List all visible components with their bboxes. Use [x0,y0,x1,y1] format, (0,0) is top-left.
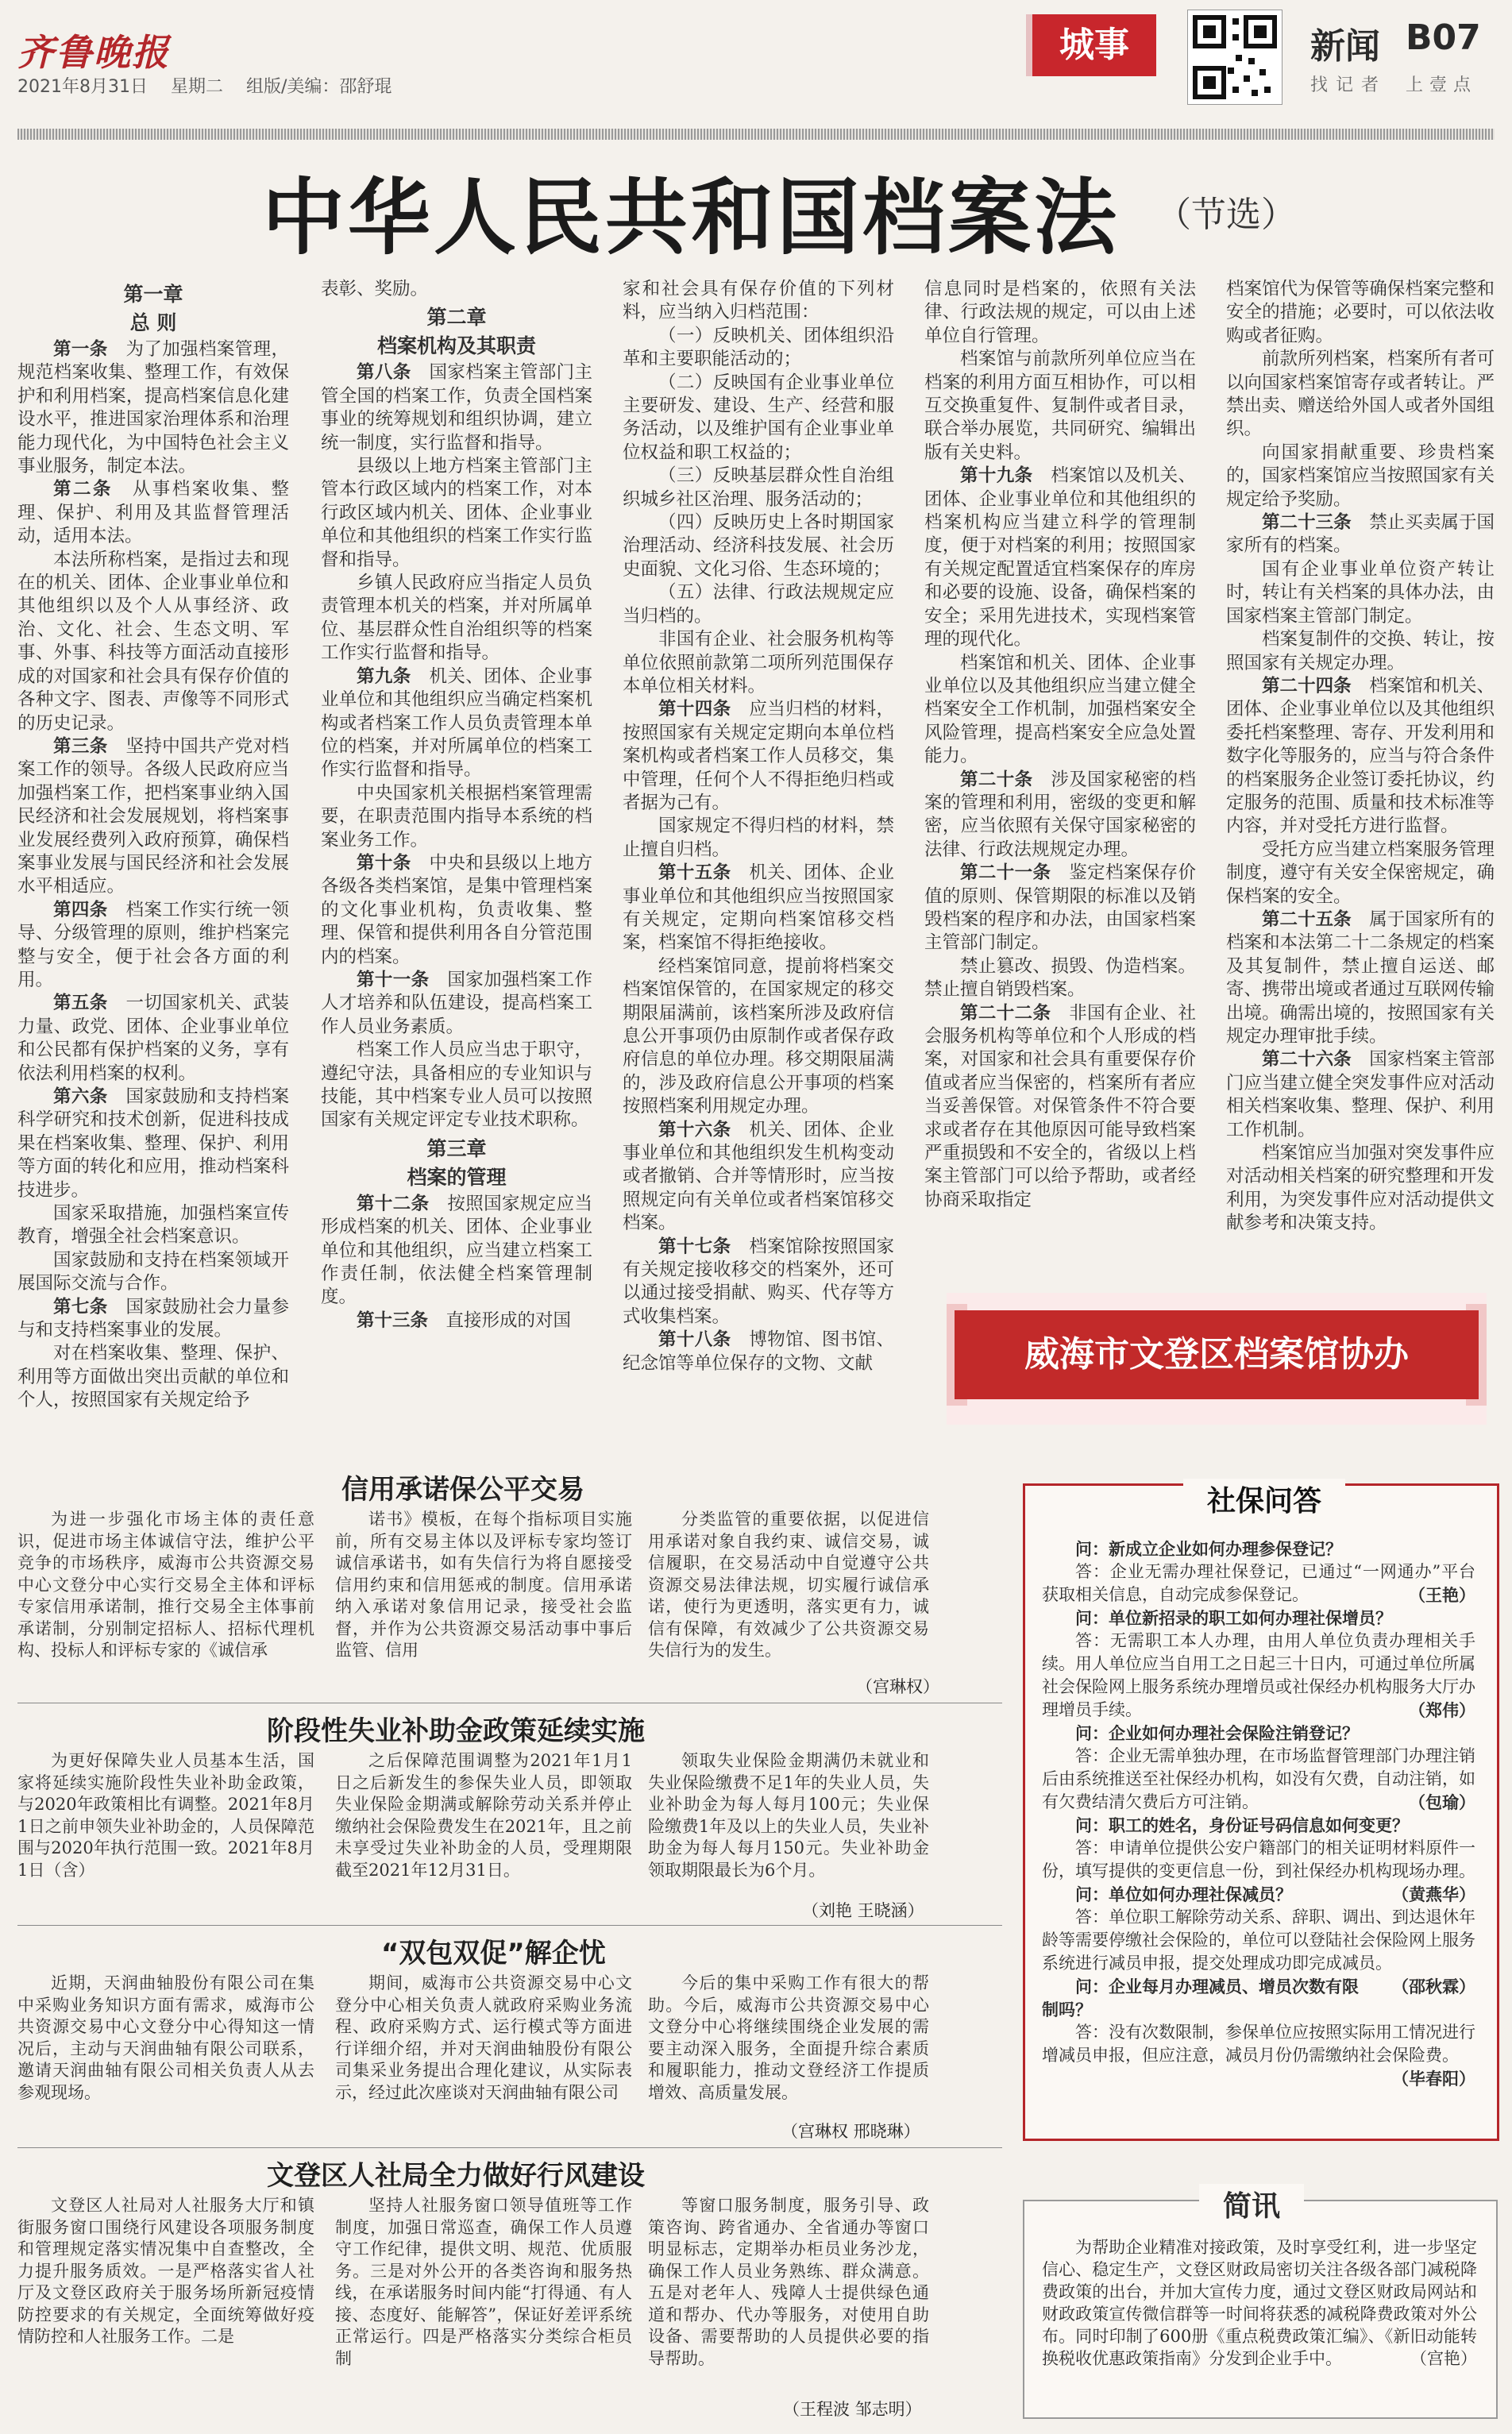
sponsor-banner [947,1293,1487,1425]
article-text: 档案馆和机关、团体、企业事业单位以及其他组织应当建立健全档案安全工作机制，加强档案安全风险管理，提高档案安全应急处置能力。 [924,652,1196,767]
article-text: 档案复制件的交换、转让，按照国家有关规定办理。 [1226,629,1495,673]
qa-answer [1042,1560,1475,1607]
qa-answer [1042,1745,1475,1814]
article-text: 禁止买卖属于国家所有的档案。 [1226,512,1495,557]
law-paragraph [924,1002,1196,1213]
article-column [648,1750,929,1881]
law-paragraph [623,325,894,372]
law-paragraph [1226,1142,1495,1236]
law-paragraph [623,465,894,511]
article-paragraph: 领取失业保险金期满仍未就业和失业保险缴费不足1年的失业人员，失业补助金为每人每月100元；失业保险缴费1年及以上的失业人员，失业补助金为每人每月150元。失业补助金领取期限最长为6个月。 [648,1751,929,1880]
article-paragraph: 等窗口服务制度，服务引导、政策咨询、跨省通办、全省通办等窗口明显标志，定期举办柜员业务沙龙，确保工作人员业务熟练、群众满意。五是对老年人、残障人士提供绿色通道和帮办、代办等服务，对使用自助设备、需要帮助的人员提供必要的指导帮助。 [648,2196,929,2368]
page-number: B07 [1406,17,1481,58]
law-paragraph [321,1310,592,1333]
article-headline: “双包双促”解企忧 [381,1938,606,1969]
chapter-heading: 总 则 [129,311,177,334]
law-paragraph [623,698,894,815]
law-paragraph [623,1119,894,1236]
chapter-heading: 第二章 [426,306,487,330]
law-paragraph [623,511,894,581]
law-column-2 [321,278,592,1333]
qa-question: 问：新成立企业如何办理参保登记？ [1075,1539,1342,1559]
article-text: 国家鼓励和支持档案科学研究和技术创新，促进科技成果在档案收集、整理、保护、利用等方面的转化和应用，推动档案科技进步。 [17,1086,289,1201]
article-text: 经档案馆同意，提前将档案交档案馆保管的，在国家规定的移交期限届满前，该档案所涉及政府信息公开事项仍由原制作或者保存政府信息的单位办理。移交期限届满的，涉及政府信息公开事项的档案按照档案利用规定办理。 [623,955,894,1117]
article-paragraph: 文登区人社局对人社服务大厅和镇街服务窗口围绕行风建设各项服务制度和管理规定落实情况集中自查整改，全力提升服务质效。一是严格落实省人社厅及文登区政府关于服务场所新冠疫情防控要求的有关规定，全面统筹做好疫情防控和人社服务工作。二是 [17,2196,314,2346]
qa-author: （邵秋霖） [1392,1977,1475,1996]
article-text: 按照国家规定应当形成档案的机关、团体、企业事业单位和其他组织，应当建立档案工作责任制，依法健全档案管理制度。 [321,1193,592,1308]
article-number: 第六条 [53,1086,108,1107]
article-paragraph: 今后的集中采购工作有很大的帮助。今后，威海市公共资源交易中心文登分中心将继续围绕企业发展的需要主动深入服务，全面提升综合素质和履职能力，推动文登经济工作提质增效、高质量发展。 [648,1973,929,2102]
qa-answer [1042,2021,1475,2089]
article-number: 第二十四条 [1262,675,1352,696]
qa-author: （黄燕华） [1392,1884,1475,1904]
article-number: 第十九条 [960,465,1033,487]
article-text: 档案馆应当加强对突发事件应对活动相关档案的研究整理和开发利用，为突发事件应对活动提供文献参考和决策支持。 [1226,1143,1495,1234]
law-paragraph [1226,511,1495,558]
law-paragraph [623,1329,894,1375]
article-number: 第五条 [53,993,108,1014]
article-number: 第九条 [357,665,411,687]
article-column [17,1509,314,1662]
article-text: 属于国家所有的档案和本法第二十二条规定的档案及其复制件，禁止擅自运送、邮寄、携带出境或者通过互联网传输出境。确需出境的，按照国家有关规定办理审批手续。 [1226,908,1495,1047]
section-subtitle-2: 上壹点 [1406,75,1478,95]
qa-answer [1042,1630,1475,1722]
chapter-heading: 档案的管理 [407,1165,507,1189]
chapter-heading: 档案机构及其职责 [376,334,536,358]
qa-question: 问：单位如何办理社保减员？ [1075,1884,1292,1904]
article-text: 涉及国家秘密的档案的管理和利用，密级的变更和解密，应当依照有关保守国家秘密的法律、行政法规规定办理。 [924,769,1196,860]
article-text: 中央和县级以上地方各级各类档案馆，是集中管理档案的文化事业机构，负责收集、整理、保管和提供利用各自分管范围内的档案。 [321,852,592,967]
article-number: 第二十二条 [960,1002,1051,1024]
article-text: 档案馆除按照国家有关规定接收移交的档案外，还可以通过接受捐献、购买、代存等方式收集档案。 [623,1236,894,1327]
article-text: 国家采取措施，加强档案宣传教育，增强全社会档案意识。 [17,1203,289,1248]
law-paragraph [321,572,592,665]
article-column [17,2195,314,2348]
law-paragraph [1226,558,1495,628]
article-column [335,1973,632,2104]
headline-note: （节选） [1156,195,1296,235]
article-number: 第二十三条 [1262,512,1352,534]
article-number: 第七条 [53,1296,108,1317]
law-paragraph [623,278,894,325]
article-column [648,2195,929,2370]
article-text: （二）反映国有企业事业单位主要研发、建设、生产、经营和服务活动，以及维护国有企业事业单位权益和职工权益的； [623,372,894,463]
law-paragraph [924,278,1196,348]
article-text: 中央国家机关根据档案管理需要，在职责范围内指导本系统的档案业务工作。 [321,782,592,851]
article-number: 第十六条 [658,1119,731,1140]
article-rule [17,1925,1002,1926]
chapter-heading: 第三章 [426,1136,487,1160]
law-paragraph [17,338,289,478]
qa-title: 社保问答 [1183,1479,1345,1519]
article-text: 国家档案主管部门主管全国的档案工作，负责全国档案事业的统筹规划和组织协调，建立统一制度，实行监督和指导。 [321,362,592,453]
law-paragraph [924,348,1196,465]
article-text: 信息同时是档案的，依照有关法律、行政法规的规定，可以由上述单位自行管理。 [924,279,1196,346]
law-paragraph [17,1296,289,1343]
article-text: 直接形成的对国 [446,1310,572,1331]
article-paragraph: 坚持人社服务窗口领导值班等工作制度，加强日常巡查，确保工作人员遵守工作纪律，提供文明、规范、优质服务。三是对外公开的各类咨询和服务热线，在承诺服务时间内能“打得通、有人接、态度好、能解答”，保证好差评系统正常运行。四是严格落实分类综合柜员制 [335,2196,632,2368]
page-headline: 中华人民共和国档案法 [262,169,1120,266]
article-text: 档案工作实行统一领导、分级管理的原则，维护档案完整与安全，便于社会各方面的利用。 [17,899,289,990]
chapter-heading: 第一章 [123,283,183,306]
law-paragraph [623,862,894,955]
article-text: 前款所列档案，档案所有者可以向国家档案馆寄存或者转让。严禁出卖、赠送给外国人或者外国组织。 [1226,349,1495,440]
law-paragraph [321,665,592,782]
law-paragraph [1226,628,1495,675]
article-text: 机关、团体、企业事业单位和其他组织应当确定档案机构或者档案工作人员负责管理本单位的档案，并对所属单位的档案工作实行监督和指导。 [321,665,592,781]
qa-question: 问：单位新招录的职工如何办理社保增员？ [1075,1608,1392,1628]
article-text: 本法所称档案，是指过去和现在的机关、团体、企业事业单位和其他组织以及个人从事经济、政治、文化、社会、生态文明、军事、外事、科技等方面活动直接形成的对国家和社会具有保存价值的各种文字、图表、声像等不同形式的历史记录。 [17,549,289,734]
law-paragraph [17,992,289,1086]
article-paragraph: 为更好保障失业人员基本生活，国家将延续实施阶段性失业补助金政策，与2020年政策相比有调整。2021年8月1日之前申领失业补助金的，人员保障范围与2020年执行范围一致。2021年8月1日（含） [17,1751,314,1880]
article-text: 禁止篡改、损毁、伪造档案。禁止擅自销毁档案。 [924,955,1196,1001]
article-number: 第四条 [53,899,108,920]
law-paragraph [17,735,289,899]
article-text: 档案馆以及机关、团体、企业事业单位和其他组织的档案机构应当建立科学的管理制度，便于对档案的利用；按照国家有关规定配置适宜档案保存的库房和必要的设施、设备，确保档案的安全；采用先进技术，实现档案管理的现代化。 [924,465,1196,650]
article-number: 第二十一条 [960,862,1051,884]
article-text: 受托方应当建立档案服务管理制度，遵守有关安全保密规定，确保档案的安全。 [1226,839,1495,907]
qa-question: 问：企业如何办理社会保险注销登记？ [1075,1723,1359,1743]
article-text: 向国家捐献重要、珍贵档案的，国家档案馆应当按照国家有关规定给予奖励。 [1226,442,1495,510]
article-number: 第一条 [53,339,108,360]
article-text: 国有企业事业单位资产转让时，转让有关档案的具体办法，由国家档案主管部门制定。 [1226,558,1495,627]
section-subtitle: 找记者 [1310,75,1387,95]
article-paragraph: 之后保障范围调整为2021年1月1日之后新发生的参保失业人员，即领取失业保险金期满或解除劳动关系并停止缴纳社会保险费发生在2021年，且之前未享受过失业补助金的人员，受理期限截至2021年12月31日。 [335,1751,632,1880]
dateline [17,73,409,98]
section-tag: 城事 [1032,14,1156,76]
law-paragraph [924,652,1196,769]
article-text: 应当归档的材料，按照国家有关规定定期向本单位档案机构或者档案工作人员移交，集中管理，任何个人不得拒绝归档或者据为己有。 [623,699,894,813]
qa-list [1042,1537,1475,2090]
article-text: 非国有企业、社会服务机构等单位和个人形成的档案，对国家和社会具有重要保存价值或者应当保密的，档案所有者应当妥善保管。对保管条件不符合要求或者存在其他原因可能导致档案严重损毁和不安全的，省级以上档案主管部门可以给予帮助，或者经协商采取指定 [924,1002,1196,1210]
law-paragraph [1226,442,1495,511]
sponsor-banner-text: 威海市文登区档案馆协办 [955,1310,1479,1399]
article-number: 第二十六条 [1262,1049,1352,1070]
article-number: 第十四条 [658,699,731,720]
law-paragraph [321,1039,592,1132]
article-number: 第二十条 [960,769,1033,790]
article-text: 从事档案收集、整理、保护、利用及其监督管理活动，适用本法。 [17,479,289,547]
law-paragraph [1226,348,1495,442]
article-text: 档案馆代为保管等确保档案完整和安全的措施；必要时，可以依法收购或者征购。 [1226,279,1495,346]
law-paragraph [924,955,1196,1002]
qa-author: （包瑜） [1409,1792,1475,1812]
article-text: （三）反映基层群众性自治组织城乡社区治理、服务活动的； [623,465,894,510]
article-column [335,2195,632,2370]
article-number: 第八条 [357,362,411,384]
law-paragraph [17,478,289,548]
article-byline: （王程波 邹志明） [783,2400,922,2419]
article-text: （五）法律、行政法规规定应当归档的。 [623,582,894,627]
article-text: 国家鼓励和支持在档案领域开展国际交流与合作。 [17,1249,289,1294]
article-text: 乡镇人民政府应当指定人员负责管理本机关的档案，并对所属单位、基层群众性自治组织等的档案工作实行监督和指导。 [321,573,592,664]
article-number: 第十条 [357,852,411,874]
article-text: 机关、团体、企业事业单位和其他组织应当按照国家有关规定，定期向档案馆移交档案，档案馆不得拒绝接收。 [623,862,894,954]
article-text: 对在档案收集、整理、保护、利用等方面做出突出贡献的单位和个人，按照国家有关规定给予 [17,1343,289,1411]
qa-answer-text: 答：没有次数限制，参保单位应按照实际用工情况进行增减员申报，但应注意，减员月份仍需缴纳社会保险费。 [1042,2023,1475,2065]
article-text: 国家规定不得归档的材料，禁止擅自归档。 [623,816,894,860]
article-number: 第十一条 [357,969,430,990]
article-text: 鉴定档案保存价值的原则、保管期限的标准以及销毁档案的程序和办法，由国家档案主管部门制定。 [924,862,1196,954]
article-text: 坚持中国共产党对档案工作的领导。各级人民政府应当加强档案工作，把档案事业纳入国民经济和社会发展规划，将档案事业发展经费列入政府预算，确保档案事业发展与国民经济和社会发展水平相适应。 [17,735,289,897]
brief-content [1042,2236,1477,2370]
law-paragraph [17,549,289,735]
section-name: 新闻 [1310,26,1380,67]
article-text: 家和社会具有保存价值的下列材料，应当纳入归档范围： [623,279,894,323]
law-paragraph [321,1193,592,1310]
article-text: （四）反映历史上各时期国家治理活动、经济科技发展、社会历史面貌、文化习俗、生态环境的； [623,512,894,580]
law-paragraph [623,815,894,862]
law-column-3 [623,278,894,1375]
article-paragraph: 近期，天润曲轴股份有限公司在集中采购业务知识方面有需求，威海市公共资源交易中心文登分中心得知这一情况后，主动与天润曲轴有限公司联系，邀请天润曲轴有限公司相关负责人从去参观现场。 [17,1973,314,2102]
masthead-divider [17,129,1495,140]
article-text: 一切国家机关、武装力量、政党、团体、企业事业单位和公民都有保护档案的义务，享有依法利用档案的权利。 [17,993,289,1084]
article-text: 博物馆、图书馆、纪念馆等单位保存的文物、文献 [623,1329,894,1374]
article-column [17,1750,314,1881]
law-paragraph [17,1342,289,1412]
article-paragraph: 分类监管的重要依据，以促进信用承诺对象自我约束、诚信交易，诚信履职，在交易活动中自觉遵守公共资源交易法律法规，切实履行诚信承诺，使行为更透明，落实更有力，诚信有保障，有效减少了公共资源交易失信行为的发生。 [648,1510,929,1660]
article-text: （一）反映机关、团体组织沿革和主要职能活动的； [623,325,894,370]
article-text: 国家档案主管部门应当建立健全突发事件应对活动相关档案收集、整理、保护、利用工作机制。 [1226,1049,1495,1140]
article-number: 第三条 [53,735,108,757]
article-text: 非国有企业、社会服务机构等单位依照前款第二项所列范围保存本单位相关材料。 [623,629,894,696]
law-paragraph [321,455,592,572]
law-paragraph [17,1086,289,1202]
article-text: 表彰、奖励。 [321,279,429,299]
law-paragraph [924,862,1196,955]
article-text: 档案工作人员应当忠于职守，遵纪守法，具备相应的专业知识与技能，其中档案专业人员可以按照国家有关规定评定专业技术职称。 [321,1040,592,1131]
law-paragraph [321,782,592,852]
law-column-4 [924,278,1196,1212]
law-column-1 [17,278,289,1413]
article-column [648,1509,929,1662]
article-rule [17,2147,1002,2148]
qa-question: 问：职工的姓名，身份证号码信息如何变更？ [1075,1815,1409,1835]
qa-answer [1042,1906,1475,1996]
paper-logo: 齐鲁晚报 [17,31,170,74]
article-byline: （宫琳权） [856,1677,939,1696]
article-headline: 信用承诺保公平交易 [341,1474,584,1506]
law-paragraph [1226,908,1495,1048]
article-paragraph: 诺书》模板，在每个指标项目实施前，所有交易主体以及评标专家均签订诚信承诺书，如有失信行为将自愿接受信用约束和信用惩戒的制度。信用承诺纳入承诺对象信用记录，接受社会监督，并作为公共资源交易活动事中事后监管、信用 [335,1510,632,1660]
qa-answer-text: 答：企业无需办理社保登记，已通过“一网通办”平台获取相关信息，自动完成参保登记。 [1042,1562,1475,1604]
law-paragraph [924,465,1196,651]
article-text: 国家鼓励社会力量参与和支持档案事业的发展。 [17,1296,289,1341]
law-paragraph [623,581,894,628]
law-paragraph [623,955,894,1119]
brief-title: 简讯 [1199,2184,1304,2224]
article-number: 第二条 [53,479,113,500]
article-headline: 文登区人社局全力做好行风建设 [267,2160,645,2192]
brief-byline: （宫艳） [1410,2349,1477,2368]
qa-answer-text: 答：企业无需单独办理，在市场监督管理部门办理注销后由系统推送至社保经办机构，如没有欠费，自动注销，如有欠费结清欠费后方可注销。 [1042,1746,1475,1811]
qr-code-icon[interactable] [1187,10,1282,105]
qa-answer-text: 答：无需职工本人办理，由用人单位负责办理相关手续。用人单位应当自用工之日起三十日内，可通过单位所属社会保险网上服务系统办理增员或社保经办机构服务大厅办理增员手续。 [1042,1631,1475,1719]
law-paragraph [623,1236,894,1329]
article-number: 第十三条 [357,1310,429,1331]
article-text: 国家加强档案工作人才培养和队伍建设，提高档案工作人员业务素质。 [321,969,592,1037]
law-paragraph [1226,278,1495,348]
qa-answer-text: 答：申请单位提供公安户籍部门的相关证明材料原件一份，填写提供的变更信息一份，到社保经办机构现场办理。 [1042,1838,1475,1880]
law-column-5 [1226,278,1495,1236]
law-paragraph [1226,1048,1495,1142]
issue-date: 2021年8月31日 [17,77,148,97]
article-number: 第二十五条 [1262,908,1352,930]
editor-credit: 组版/美编：邵舒琨 [246,77,392,97]
article-number: 第十五条 [658,862,731,884]
article-column [335,1750,632,1881]
law-paragraph [1226,675,1495,839]
law-paragraph [17,1202,289,1249]
law-paragraph [321,361,592,455]
brief-text: 为帮助企业精准对接政策，及时享受红利，进一步坚定信心、稳定生产，文登区财政局密切关注各级各部门减税降费政策的出台，并加大宣传力度，通过文登区财政局网站和财政政策宣传微信群等一时间将获悉的减税降费政策对外公布。同时印制了600册《重点税费政策汇编》、《新旧动能转换税收优惠政策指南》分发到企业手中。 [1042,2238,1477,2368]
article-text: 县级以上地方档案主管部门主管本行政区域内的档案工作，对本行政区域内机关、团体、企业事业单位和其他组织的档案工作实行监督和指导。 [321,456,592,570]
article-paragraph: 期间，威海市公共资源交易中心文登分中心相关负责人就政府采购业务流程、政府采购方式、运行模式等方面进行详细介绍，并对天润曲轴股份有限公司集采业务提出合理化建议，从实际表示，经过此次座谈对天润曲轴有限公司 [335,1973,632,2102]
article-number: 第十七条 [658,1236,731,1257]
law-paragraph [321,969,592,1039]
article-column [17,1973,314,2104]
article-text: 档案馆和机关、团体、企业事业单位以及其他组织委托档案整理、寄存、开发利用和数字化等服务的，应当与符合条件的档案服务企业签订委托协议，约定服务的范围、质量和技术标准等内容，并对受托方进行监督。 [1226,675,1495,837]
law-paragraph [924,769,1196,862]
qa-author: （毕春阳） [1392,2069,1475,2089]
qa-answer-text: 答：单位职工解除劳动关系、辞职、调出、到达退休年龄等需要停缴社会保险的，单位可以登陆社会保险网上服务系统进行减员申报，提交处理成功即完成减员。 [1042,1907,1475,1973]
qa-author: （王艳） [1409,1585,1475,1605]
article-byline: （刘艳 王晓涵） [802,1901,924,1920]
law-paragraph [623,628,894,698]
article-text: 为了加强档案管理，规范档案收集、整理工作，有效保护和利用档案，提高档案信息化建设水平，推进国家治理体系和治理能力现代化，为中国特色社会主义事业服务，制定本法。 [17,339,289,477]
law-paragraph [1226,839,1495,908]
article-number: 第十八条 [658,1329,731,1351]
article-byline: （宫琳权 邢晓琳） [781,2122,920,2141]
qa-author: （郑伟） [1409,1700,1475,1720]
law-paragraph [321,278,592,301]
article-text: 机关、团体、企业事业单位和其他组织发生机构变动或者撤销、合并等情形时，应当按照规定向有关单位或者档案馆移交档案。 [623,1119,894,1234]
qa-question: 问：企业每月办理减员、增员次数有限制吗？ [1042,1977,1359,2019]
article-text: 档案馆与前款所列单位应当在档案的利用方面互相协作，可以相互交换重复件、复制件或者目录，联合举办展览，共同研究、编辑出版有关史料。 [924,349,1196,463]
issue-weekday: 星期二 [170,77,223,97]
article-column [648,1973,929,2104]
article-number: 第十二条 [357,1193,430,1214]
article-paragraph: 为进一步强化市场主体的责任意识，促进市场主体诚信守法，维护公平竞争的市场秩序，威海市公共资源交易中心文登分中心实行交易全主体和评标专家信用承诺制，推行交易全主体事前承诺制，分别制定招标人、招标代理机构、投标人和评标专家的《诚信承 [17,1510,314,1660]
law-paragraph [17,1249,289,1296]
law-paragraph [17,899,289,993]
article-headline: 阶段性失业补助金政策延续实施 [267,1715,645,1747]
law-paragraph [321,852,592,969]
article-column [335,1509,632,1662]
law-paragraph [623,372,894,465]
